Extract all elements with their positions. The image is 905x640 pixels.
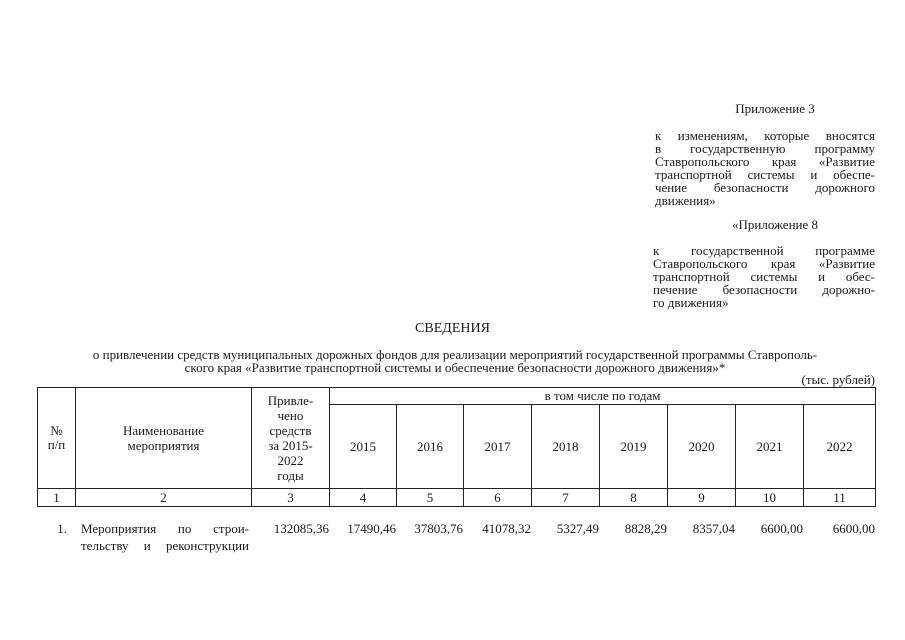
subtitle-line: ского края «Развитие транспортной системы и обеспечение безопасности дорожного движения»* <box>184 360 726 375</box>
appendix-8-line: Ставропольского края «Развитие <box>653 256 875 271</box>
data-table-body <box>37 520 875 554</box>
header-year: 2015 <box>330 405 397 489</box>
column-index: 6 <box>464 489 532 507</box>
header-year: 2017 <box>464 405 532 489</box>
column-index: 1 <box>38 489 76 507</box>
row-number: 1. <box>57 521 67 536</box>
header-years-group: в том числе по годам <box>330 388 876 405</box>
row-value: 8828,29 <box>624 521 667 536</box>
header-year: 2021 <box>736 405 804 489</box>
units-label: (тыс. рублей) <box>801 372 875 387</box>
column-index: 9 <box>668 489 736 507</box>
appendix-3-text <box>655 129 875 207</box>
row-value: 17490,46 <box>347 521 396 536</box>
appendix-3-line: в государственную программу <box>655 141 875 156</box>
appendix-3-heading: Приложение 3 <box>735 101 815 116</box>
appendix-3-line: чение безопасности дорожного <box>655 180 875 195</box>
row-value: 37803,76 <box>414 521 463 536</box>
column-index: 10 <box>736 489 804 507</box>
row-value: 6600,00 <box>832 521 875 536</box>
data-table-header <box>37 387 876 507</box>
row-name-line: Мероприятия по строи- <box>81 521 249 536</box>
subtitle-line: о привлечении средств муниципальных дорожных фондов для реализации мероприятий государственной программы Ставрополь- <box>92 347 818 362</box>
appendix-8-line: к государственной программе <box>653 243 875 258</box>
appendix-8-line: печение безопасности дорожно- <box>653 282 875 297</box>
appendix-8-line: транспортной системы и обес- <box>653 269 875 284</box>
header-total: Привле-чено средств за 2015-2022 годы <box>252 388 330 489</box>
row-value: 5327,49 <box>556 521 599 536</box>
appendix-8-line: го движения» <box>653 295 729 310</box>
appendix-8-heading: «Приложение 8 <box>731 217 819 232</box>
header-year: 2018 <box>532 405 600 489</box>
row-total: 132085,36 <box>273 521 329 536</box>
column-index: 11 <box>804 489 876 507</box>
header-year: 2020 <box>668 405 736 489</box>
header-name: Наименование мероприятия <box>76 388 252 489</box>
header-year: 2022 <box>804 405 876 489</box>
header-year: 2019 <box>600 405 668 489</box>
table-row <box>37 520 875 554</box>
column-index: 7 <box>532 489 600 507</box>
header-year: 2016 <box>397 405 464 489</box>
appendix-3-line: Ставропольского края «Развитие <box>655 154 875 169</box>
row-value: 6600,00 <box>760 521 803 536</box>
appendix-3-line: транспортной системы и обеспе- <box>655 167 875 182</box>
appendix-3-line: движения» <box>655 193 716 208</box>
column-index: 4 <box>330 489 397 507</box>
document-subtitle <box>25 348 885 374</box>
row-name <box>75 520 251 554</box>
column-index: 8 <box>600 489 668 507</box>
header-number: № п/п <box>38 388 76 489</box>
row-value: 8357,04 <box>692 521 735 536</box>
column-index: 3 <box>252 489 330 507</box>
row-name-line: тельству и реконструкции <box>81 538 249 553</box>
column-index: 2 <box>76 489 252 507</box>
column-index: 5 <box>397 489 464 507</box>
appendix-3-line: к изменениям, которые вносятся <box>655 128 875 143</box>
document-title: СВЕДЕНИЯ <box>415 321 490 336</box>
row-value: 41078,32 <box>482 521 531 536</box>
appendix-8-text <box>653 244 875 309</box>
